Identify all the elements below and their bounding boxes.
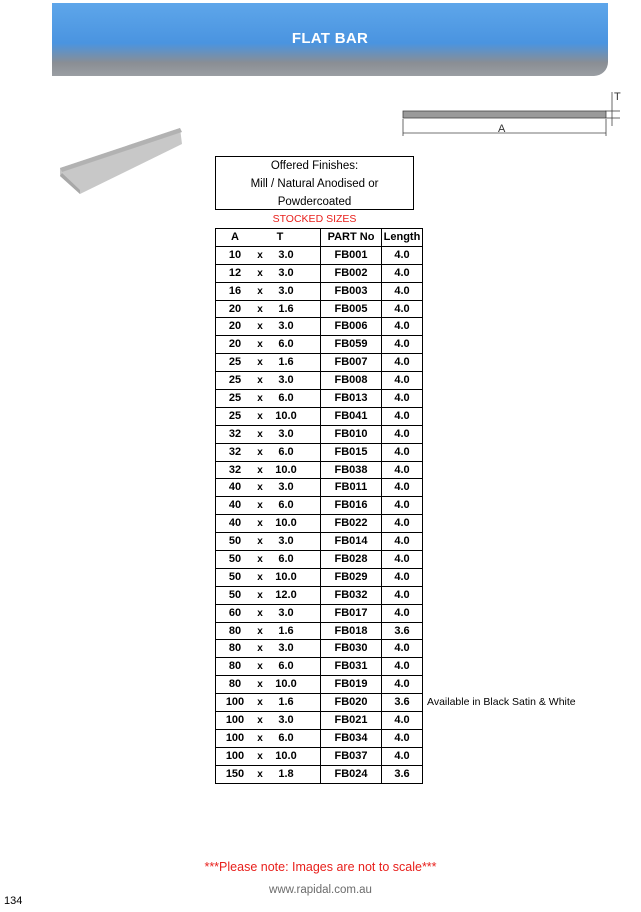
cell-a: 40 (228, 517, 242, 530)
cell-t: 3.0 (278, 535, 294, 548)
page-title: FLAT BAR (291, 30, 369, 47)
cell-t: 10.0 (275, 570, 297, 583)
cell-a: 10 (228, 248, 242, 261)
cell-t: 6.0 (278, 552, 294, 565)
cell-part-no: FB041 (321, 407, 382, 425)
dimension-cell (216, 336, 321, 354)
table-row (216, 586, 577, 604)
cell-times: x (257, 732, 263, 744)
cell-length: 4.0 (382, 551, 423, 569)
cell-a: 40 (228, 481, 242, 494)
table-row (216, 729, 577, 747)
cell-t: 1.6 (278, 624, 294, 637)
table-row (216, 246, 577, 264)
cell-a: 100 (225, 749, 245, 762)
cell-t: 6.0 (278, 391, 294, 404)
cell-length: 4.0 (382, 658, 423, 676)
table-row (216, 336, 577, 354)
cell-a: 20 (228, 320, 242, 333)
table-row (216, 640, 577, 658)
cell-length: 4.0 (382, 461, 423, 479)
cell-times: x (257, 589, 263, 601)
table-row (216, 694, 577, 712)
cell-part-no: FB005 (321, 300, 382, 318)
cell-t: 3.0 (278, 374, 294, 387)
cell-times: x (257, 392, 263, 404)
stocked-sizes-table (215, 228, 577, 784)
dimension-cell (216, 497, 321, 515)
table-row (216, 676, 577, 694)
table-row (216, 318, 577, 336)
dimension-cell (216, 747, 321, 765)
dimension-cell (216, 407, 321, 425)
cell-part-no: FB029 (321, 568, 382, 586)
finishes-line-2: Mill / Natural Anodised or (250, 178, 379, 190)
cell-part-no: FB008 (321, 372, 382, 390)
cell-part-no: FB018 (321, 622, 382, 640)
table-row (216, 300, 577, 318)
table-row (216, 765, 577, 783)
cell-times: x (257, 697, 263, 709)
cell-part-no: FB006 (321, 318, 382, 336)
cell-part-no: FB024 (321, 765, 382, 783)
cell-times: x (257, 482, 263, 494)
table-row (216, 407, 577, 425)
cell-t: 10.0 (275, 517, 297, 530)
table-row (216, 479, 577, 497)
header-a: A (231, 230, 239, 243)
cell-t: 6.0 (278, 731, 294, 744)
cell-length: 4.0 (382, 300, 423, 318)
cell-times: x (257, 357, 263, 369)
scale-disclaimer: ***Please note: Images are not to scale*** (204, 860, 437, 874)
cell-times: x (257, 536, 263, 548)
cell-length: 3.6 (382, 694, 423, 712)
table-row (216, 264, 577, 282)
table-row (216, 282, 577, 300)
cell-t: 1.6 (278, 696, 294, 709)
cell-part-no: FB034 (321, 729, 382, 747)
cell-part-no: FB013 (321, 390, 382, 408)
cell-times: x (257, 518, 263, 530)
cell-t: 10.0 (275, 463, 297, 476)
table-row (216, 515, 577, 533)
cell-times: x (257, 321, 263, 333)
dimension-cell (216, 425, 321, 443)
dimension-cell (216, 461, 321, 479)
cell-length: 4.0 (382, 729, 423, 747)
cell-part-no: FB030 (321, 640, 382, 658)
cell-part-no: FB022 (321, 515, 382, 533)
cell-part-no: FB019 (321, 676, 382, 694)
cell-t: 12.0 (275, 588, 297, 601)
cell-t: 3.0 (278, 481, 294, 494)
cell-a: 50 (228, 535, 242, 548)
dimension-cell (216, 640, 321, 658)
cell-length: 3.6 (382, 622, 423, 640)
cell-part-no: FB028 (321, 551, 382, 569)
stocked-sizes-label: STOCKED SIZES (272, 213, 357, 225)
cell-times: x (257, 553, 263, 565)
cell-a: 80 (228, 660, 242, 673)
cell-a: 25 (228, 409, 242, 422)
table-row (216, 425, 577, 443)
dimension-cell (216, 658, 321, 676)
cell-times: x (257, 768, 263, 780)
table-row (216, 372, 577, 390)
cell-a: 50 (228, 588, 242, 601)
header-t: T (276, 230, 284, 243)
cell-part-no: FB016 (321, 497, 382, 515)
dimension-cell (216, 246, 321, 264)
cell-length: 3.6 (382, 765, 423, 783)
cell-a: 80 (228, 624, 242, 637)
dimension-cell (216, 712, 321, 730)
cell-length: 4.0 (382, 336, 423, 354)
cell-part-no: FB038 (321, 461, 382, 479)
cell-length: 4.0 (382, 712, 423, 730)
dimension-cell (216, 568, 321, 586)
cell-t: 3.0 (278, 642, 294, 655)
cell-times: x (257, 446, 263, 458)
cell-length: 4.0 (382, 246, 423, 264)
table-header-row (216, 229, 577, 247)
dimension-cell (216, 479, 321, 497)
cell-part-no: FB059 (321, 336, 382, 354)
cell-t: 3.0 (278, 320, 294, 333)
cell-a: 100 (225, 713, 245, 726)
table-row (216, 568, 577, 586)
cell-t: 10.0 (275, 749, 297, 762)
cell-t: 10.0 (275, 678, 297, 691)
cell-part-no: FB003 (321, 282, 382, 300)
cell-length: 4.0 (382, 264, 423, 282)
cell-a: 32 (228, 427, 242, 440)
cell-part-no: FB002 (321, 264, 382, 282)
cell-length: 4.0 (382, 354, 423, 372)
header-length: Length (382, 229, 423, 247)
cell-length: 4.0 (382, 747, 423, 765)
cell-length: 4.0 (382, 443, 423, 461)
dimension-cell (216, 604, 321, 622)
cell-length: 4.0 (382, 282, 423, 300)
cell-a: 32 (228, 463, 242, 476)
table-row (216, 443, 577, 461)
cell-times: x (257, 643, 263, 655)
dimension-cell (216, 318, 321, 336)
cell-a: 50 (228, 570, 242, 583)
cell-a: 25 (228, 374, 242, 387)
cell-times: x (257, 303, 263, 315)
cell-times: x (257, 714, 263, 726)
row-note: Available in Black Satin & White (427, 696, 576, 709)
cell-t: 6.0 (278, 445, 294, 458)
cell-times: x (257, 679, 263, 691)
cell-a: 12 (228, 266, 242, 279)
cell-part-no: FB015 (321, 443, 382, 461)
cell-a: 100 (225, 696, 245, 709)
cell-length: 4.0 (382, 568, 423, 586)
dimension-cell (216, 390, 321, 408)
cell-t: 3.0 (278, 248, 294, 261)
dimension-cell (216, 676, 321, 694)
cell-a: 32 (228, 445, 242, 458)
table-row (216, 747, 577, 765)
cell-times: x (257, 607, 263, 619)
cell-times: x (257, 285, 263, 297)
cell-length: 4.0 (382, 407, 423, 425)
dimension-cell (216, 443, 321, 461)
cell-times: x (257, 249, 263, 261)
cell-t: 3.0 (278, 713, 294, 726)
cell-times: x (257, 661, 263, 673)
cell-t: 6.0 (278, 499, 294, 512)
table-row (216, 551, 577, 569)
cell-length: 4.0 (382, 676, 423, 694)
cell-length: 4.0 (382, 640, 423, 658)
table-row (216, 497, 577, 515)
dimension-cell (216, 765, 321, 783)
dimension-cell (216, 729, 321, 747)
table-row (216, 658, 577, 676)
cell-a: 25 (228, 356, 242, 369)
cell-t: 6.0 (278, 338, 294, 351)
website-url[interactable]: www.rapidal.com.au (269, 884, 372, 896)
cell-part-no: FB032 (321, 586, 382, 604)
cell-t: 6.0 (278, 660, 294, 673)
cell-times: x (257, 410, 263, 422)
dimension-cell (216, 354, 321, 372)
cell-a: 40 (228, 499, 242, 512)
cell-part-no: FB014 (321, 533, 382, 551)
cell-times: x (257, 428, 263, 440)
finishes-box (215, 156, 414, 210)
cell-t: 1.6 (278, 302, 294, 315)
dimension-cell (216, 533, 321, 551)
dimension-label-t: T (614, 91, 621, 103)
cell-t: 1.8 (278, 767, 294, 780)
cell-t: 3.0 (278, 284, 294, 297)
dimension-cell (216, 586, 321, 604)
dimension-cell (216, 264, 321, 282)
cell-t: 1.6 (278, 356, 294, 369)
cell-times: x (257, 375, 263, 387)
dimension-cell (216, 282, 321, 300)
cell-length: 4.0 (382, 425, 423, 443)
flat-bar-photo-icon (58, 124, 184, 194)
table-row (216, 604, 577, 622)
cell-length: 4.0 (382, 479, 423, 497)
dimension-cell (216, 300, 321, 318)
table-row (216, 461, 577, 479)
cell-length: 4.0 (382, 586, 423, 604)
header-banner (52, 3, 608, 76)
cell-a: 100 (225, 731, 245, 744)
cell-t: 3.0 (278, 606, 294, 619)
cell-a: 80 (228, 642, 242, 655)
cell-a: 50 (228, 552, 242, 565)
cell-times: x (257, 267, 263, 279)
page-number: 134 (4, 895, 23, 907)
bar-profile-shape (403, 111, 606, 118)
table-row (216, 354, 577, 372)
cell-t: 10.0 (275, 409, 297, 422)
cell-part-no: FB020 (321, 694, 382, 712)
cell-part-no: FB007 (321, 354, 382, 372)
cell-times: x (257, 500, 263, 512)
cell-length: 4.0 (382, 318, 423, 336)
dimension-label-a: A (498, 123, 506, 135)
cell-length: 4.0 (382, 372, 423, 390)
dimension-cell (216, 694, 321, 712)
cell-part-no: FB031 (321, 658, 382, 676)
cell-part-no: FB037 (321, 747, 382, 765)
cell-a: 150 (225, 767, 245, 780)
finishes-line-3: Powdercoated (277, 196, 352, 208)
header-part-no: PART No (321, 229, 382, 247)
cell-length: 4.0 (382, 533, 423, 551)
cell-times: x (257, 750, 263, 762)
table-row (216, 622, 577, 640)
cell-times: x (257, 464, 263, 476)
cell-part-no: FB017 (321, 604, 382, 622)
cell-length: 4.0 (382, 497, 423, 515)
dimension-cell (216, 372, 321, 390)
header-dimensions (216, 229, 321, 247)
cell-t: 3.0 (278, 266, 294, 279)
cell-a: 20 (228, 302, 242, 315)
cell-part-no: FB021 (321, 712, 382, 730)
dimension-cell (216, 515, 321, 533)
dimension-cell (216, 622, 321, 640)
table-row (216, 533, 577, 551)
table-row (216, 390, 577, 408)
cell-t: 3.0 (278, 427, 294, 440)
cell-part-no: FB001 (321, 246, 382, 264)
dimension-cell (216, 551, 321, 569)
finishes-heading: Offered Finishes: (270, 160, 359, 172)
cell-length: 4.0 (382, 604, 423, 622)
cell-a: 16 (228, 284, 242, 297)
cell-a: 80 (228, 678, 242, 691)
cell-a: 25 (228, 391, 242, 404)
cell-times: x (257, 571, 263, 583)
cell-times: x (257, 625, 263, 637)
flat-bar-dimension-diagram (398, 86, 628, 156)
cell-part-no: FB011 (321, 479, 382, 497)
cell-a: 60 (228, 606, 242, 619)
cell-times: x (257, 339, 263, 351)
cell-length: 4.0 (382, 515, 423, 533)
table-row (216, 712, 577, 730)
cell-part-no: FB010 (321, 425, 382, 443)
cell-a: 20 (228, 338, 242, 351)
cell-length: 4.0 (382, 390, 423, 408)
